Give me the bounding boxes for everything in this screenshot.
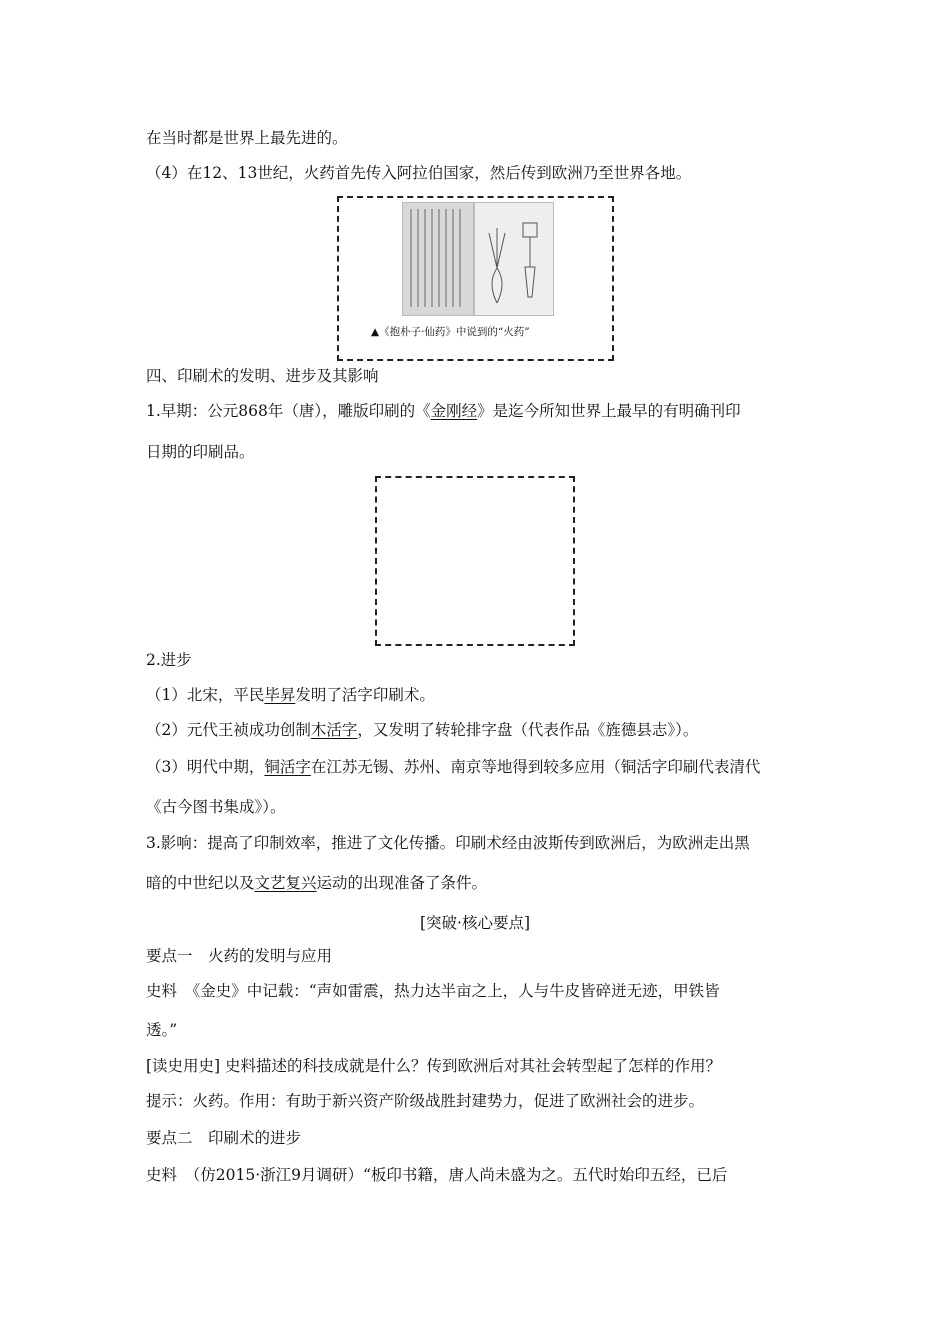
source-text: 史料 《金史》中记载：“声如雷震，热力达半亩之上，人与牛皮皆碎迸无迹，甲铁皆 [146, 982, 720, 1000]
text-span: ，又发明了转轮排字盘（代表作品《旌德县志》）。 [357, 721, 699, 739]
underlined-term: 金刚经 [430, 402, 478, 420]
text-line: 《古今图书集成》）。 [146, 798, 286, 816]
text-span: （1）北宋，平民 [146, 686, 265, 704]
question-text: [读史用史] 史料描述的科技成就是什么？传到欧洲后对其社会转型起了怎样的作用？ [146, 1057, 722, 1075]
section-heading: [突破·核心要点] [419, 914, 531, 932]
section-heading: 四、印刷术的发明、进步及其影响 [146, 367, 379, 385]
text-span: （2）元代王祯成功创制 [146, 721, 311, 739]
image-placeholder-box [375, 476, 575, 646]
text-line: （4）在12、13世纪，火药首先传入阿拉伯国家，然后传到欧洲乃至世界各地。 [146, 164, 692, 182]
text-line [146, 720, 698, 740]
text-line: 3.影响：提高了印制效率，推进了文化传播。印刷术经由波斯传到欧洲后，为欧洲走出黑 [146, 834, 750, 852]
text-span: （3）明代中期， [146, 758, 265, 776]
underlined-term: 文艺复兴 [254, 874, 317, 892]
underlined-term: 木活字 [310, 721, 358, 739]
figure-caption: ▲《抱朴子·仙药》中说到的“火药” [371, 326, 530, 338]
text-line: 在当时都是世界上最先进的。 [146, 129, 348, 147]
key-point-heading: 要点一 火药的发明与应用 [146, 947, 333, 965]
text-line: 2.进步 [146, 651, 192, 669]
source-text: 透。” [146, 1021, 178, 1039]
text-span: 发明了活字印刷术。 [295, 686, 435, 704]
text-span: 运动的出现准备了条件。 [316, 874, 488, 892]
herb-illustration-image [474, 202, 554, 316]
text-span: 1.早期：公元868年（唐），雕版印刷的《 [146, 402, 431, 420]
underlined-term: 毕昇 [264, 686, 296, 704]
gunpowder-figure [337, 196, 614, 361]
text-span: 》是迄今所知世界上最早的有明确刊印 [477, 402, 741, 420]
source-text: 史料 （仿2015·浙江9月调研）“板印书籍，唐人尚未盛为之。五代时始印五经，已后 [146, 1166, 728, 1184]
text-line: 日期的印刷品。 [146, 443, 255, 461]
text-line [146, 685, 435, 705]
text-span: 在江苏无锡、苏州、南京等地得到较多应用（铜活字印刷代表清代 [310, 758, 761, 776]
book-page-image [402, 202, 474, 316]
text-span: 暗的中世纪以及 [146, 874, 255, 892]
text-line [146, 401, 741, 421]
key-point-heading: 要点二 印刷术的进步 [146, 1129, 302, 1147]
text-line [146, 873, 487, 893]
underlined-term: 铜活字 [264, 758, 311, 776]
hint-text: 提示：火药。作用：有助于新兴资产阶级战胜封建势力，促进了欧洲社会的进步。 [146, 1092, 705, 1110]
text-line [146, 757, 760, 777]
